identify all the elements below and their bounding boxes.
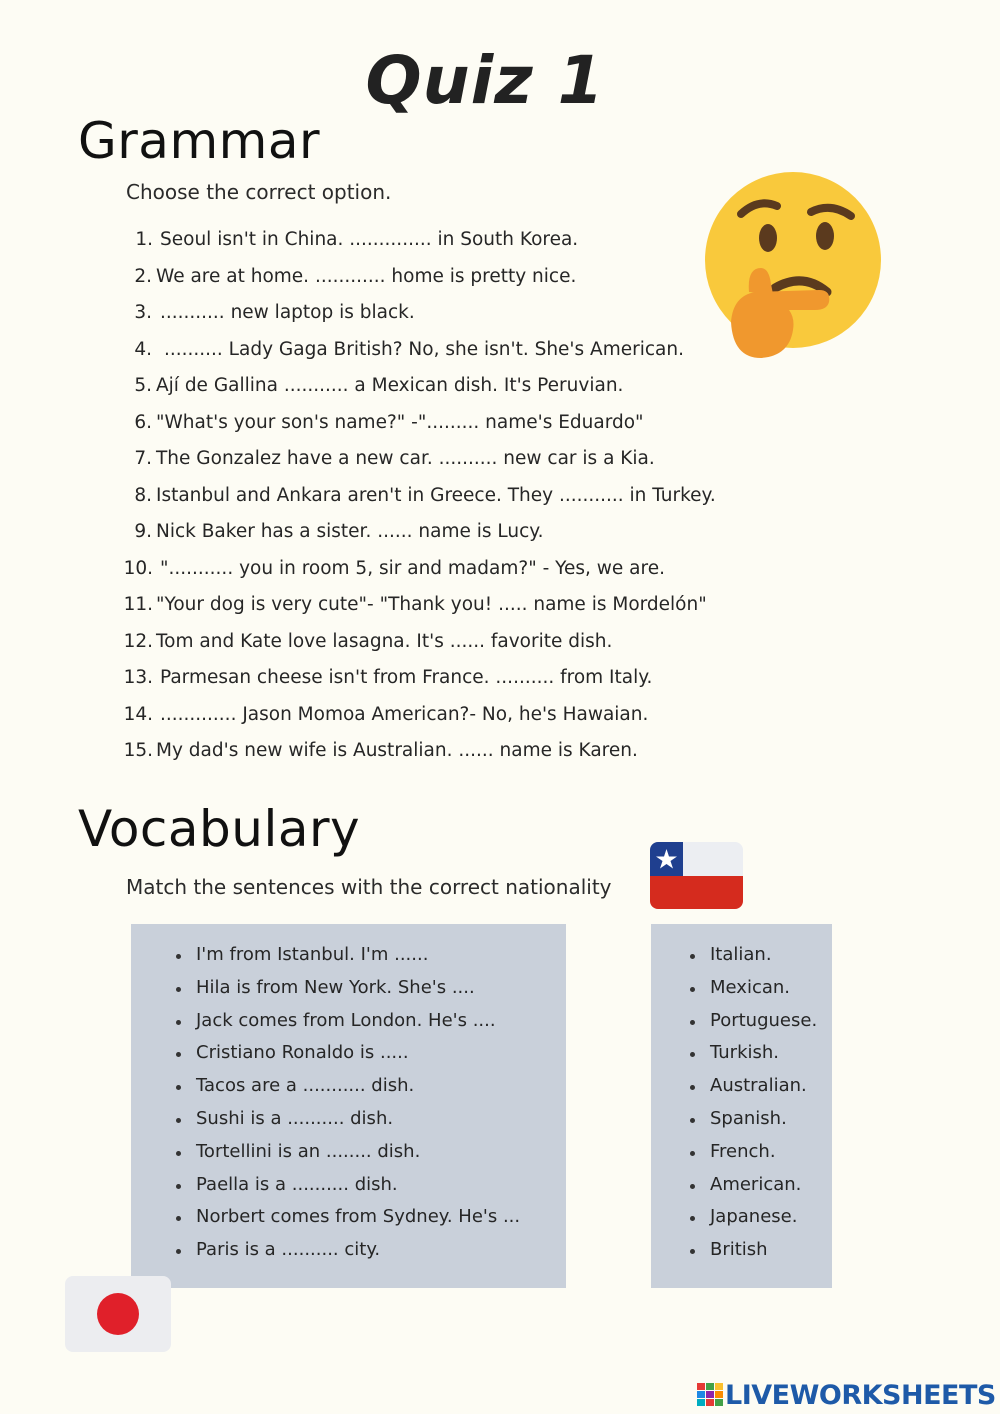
nationality-item: Italian. — [689, 944, 817, 977]
nationality-item: French. — [689, 1141, 817, 1174]
question-text: "Your dog is very cute"- "Thank you! ..... name is Mordelón" — [156, 594, 707, 615]
nationality-item: Portuguese. — [689, 1010, 817, 1043]
question-text: "What's your son's name?" -"......... name's Eduardo" — [156, 411, 644, 433]
sentence-item: Norbert comes from Sydney. He's ... — [175, 1206, 520, 1239]
question-number: 3. — [134, 302, 152, 323]
question-text: Seoul isn't in China. .............. in South Korea. — [160, 229, 579, 250]
question-number: 9. — [134, 521, 152, 542]
question-text: Parmesan cheese isn't from France. .......... from Italy. — [160, 667, 653, 688]
question-number: 15. — [123, 740, 153, 761]
vocabulary-heading: Vocabulary — [78, 800, 361, 858]
brand-text: LIVEWORKSHEETS — [725, 1380, 996, 1411]
question-number: 5. — [134, 375, 152, 396]
grammar-instruction: Choose the correct option. — [126, 180, 392, 204]
question-text: My dad's new wife is Australian. ...... name is Karen. — [156, 740, 638, 761]
liveworksheets-brand[interactable] — [697, 1380, 997, 1410]
question-text: Nick Baker has a sister. ...... name is Lucy. — [156, 521, 544, 542]
question-number: 7. — [134, 448, 152, 469]
sentence-item: Paella is a .......... dish. — [175, 1174, 520, 1207]
sentence-item: Tacos are a ........... dish. — [175, 1075, 520, 1108]
question-text: ............. Jason Momoa American?- No, he's Hawaian. — [160, 703, 649, 725]
nationality-item: American. — [689, 1174, 817, 1207]
nationality-item: Spanish. — [689, 1108, 817, 1141]
quiz-title: Quiz 1 — [365, 42, 605, 119]
question-text: .......... Lady Gaga British? No, she isn't. She's American. — [164, 338, 684, 360]
question-number: 8. — [134, 484, 152, 506]
grammar-heading: Grammar — [78, 112, 321, 170]
sentence-item: I'm from Istanbul. I'm ...... — [175, 944, 520, 977]
question-text: Istanbul and Ankara aren't in Greece. They ........... in Turkey. — [156, 484, 716, 506]
question-number: 1. — [135, 229, 153, 250]
question-text: "........... you in room 5, sir and madam?" - Yes, we are. — [160, 557, 665, 579]
liveworksheets-logo-icon — [697, 1383, 723, 1407]
question-text: We are at home. ............ home is pretty nice. — [156, 265, 577, 287]
nationalities-box — [651, 924, 832, 1288]
question-number: 11. — [123, 594, 153, 615]
japan-flag-icon — [65, 1276, 171, 1352]
thinking-face-icon — [703, 172, 883, 362]
question-number: 13. — [123, 667, 153, 688]
nationality-item: Mexican. — [689, 977, 817, 1010]
question-number: 4. — [134, 338, 152, 360]
question-number: 2. — [134, 265, 152, 287]
sentence-item: Hila is from New York. She's .... — [175, 977, 520, 1010]
nationalities-list — [689, 944, 817, 1272]
sentence-item: Sushi is a .......... dish. — [175, 1108, 520, 1141]
sentence-item: Paris is a .......... city. — [175, 1239, 520, 1272]
nationality-item: Turkish. — [689, 1042, 817, 1075]
nationality-item: British — [689, 1239, 817, 1272]
nationality-item: Japanese. — [689, 1206, 817, 1239]
nationality-item: Australian. — [689, 1075, 817, 1108]
question-number: 6. — [134, 411, 152, 433]
sentences-box — [131, 924, 566, 1288]
sentence-item: Tortellini is an ........ dish. — [175, 1141, 520, 1174]
question-number: 14. — [123, 703, 153, 725]
sentence-item: Jack comes from London. He's .... — [175, 1010, 520, 1043]
chile-flag-icon — [650, 842, 743, 909]
question-number: 10. — [123, 557, 153, 579]
sentence-item: Cristiano Ronaldo is ..... — [175, 1042, 520, 1075]
vocabulary-instruction: Match the sentences with the correct nationality — [126, 875, 612, 899]
question-number: 12. — [123, 630, 153, 652]
question-text: Tom and Kate love lasagna. It's ...... favorite dish. — [156, 630, 613, 652]
question-text: Ají de Gallina ........... a Mexican dish. It's Peruvian. — [156, 375, 624, 396]
question-text: The Gonzalez have a new car. .......... new car is a Kia. — [156, 448, 655, 469]
sentences-list — [175, 944, 520, 1272]
question-text: ........... new laptop is black. — [160, 302, 415, 323]
